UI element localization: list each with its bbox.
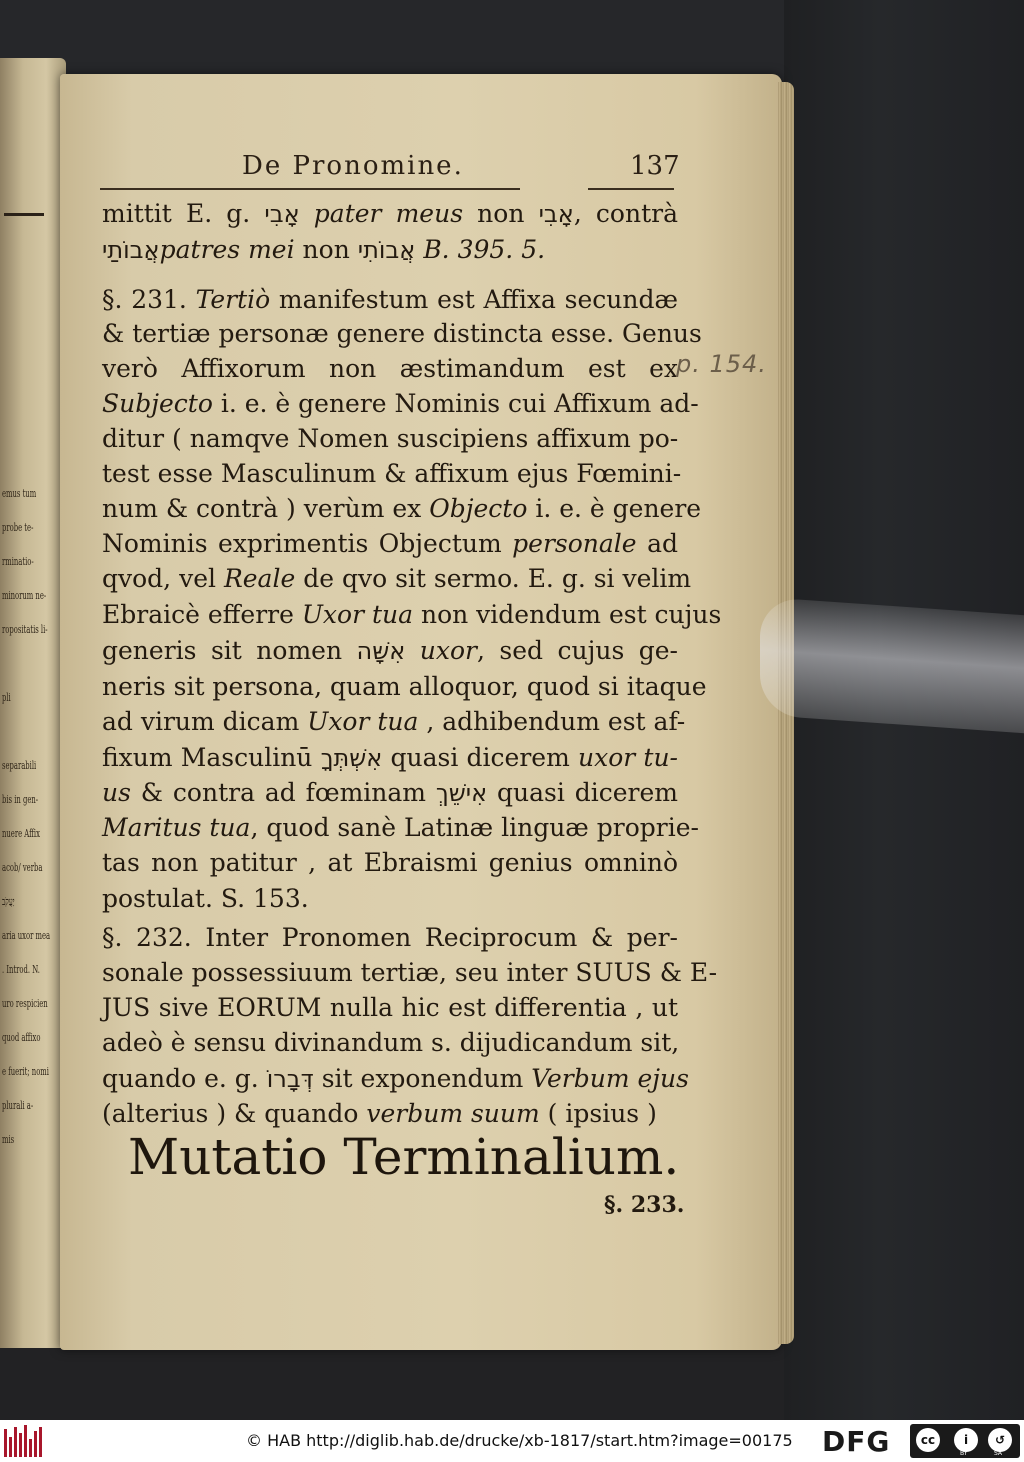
- text-line: [102, 527, 678, 561]
- text-line: [102, 991, 678, 1025]
- text-line: [102, 598, 722, 632]
- catchword: §. 233.: [604, 1192, 685, 1218]
- cc-license-badge[interactable]: [910, 1424, 1020, 1458]
- roman-text: postulat. S. 153.: [102, 884, 309, 913]
- roman-text: ( ipsius ): [539, 1099, 657, 1128]
- header-rule: [100, 188, 520, 190]
- italic-text: Verbum ejus: [531, 1064, 689, 1093]
- roman-text: [405, 636, 419, 665]
- roman-text: & contra ad fœminam: [130, 778, 436, 807]
- previous-page-fragment: separabili: [2, 759, 37, 772]
- roman-text: Ebraicè efferre: [102, 600, 302, 629]
- text-line: [102, 1097, 678, 1131]
- italic-text: patres mei: [159, 235, 295, 264]
- hebrew-word: אָבִי: [264, 200, 300, 228]
- italic-text: uxor tu-: [578, 743, 678, 772]
- roman-text: quasi dicerem: [382, 743, 578, 772]
- roman-text: manifestum est Affixa secundæ: [270, 285, 678, 314]
- text-line: [102, 634, 678, 668]
- margin-annotation: p. 154.: [676, 350, 767, 378]
- text-line: [102, 776, 678, 810]
- text-line: [102, 1062, 689, 1096]
- roman-text: de qvo sit sermo. E. g. si velim: [295, 564, 692, 593]
- roman-text: ad: [636, 529, 678, 558]
- roman-text: non: [294, 235, 358, 264]
- copyright-link[interactable]: © HAB http://diglib.hab.de/drucke/xb-1817/start.htm?image=00175: [246, 1431, 793, 1450]
- italic-text: Reale: [223, 564, 296, 593]
- roman-text: , adhibendum est af-: [418, 707, 686, 736]
- text-line: [102, 811, 699, 845]
- hebrew-word: אָבִי: [538, 200, 574, 228]
- roman-text: §. 232. Inter Pronomen Reciprocum & per-: [102, 923, 678, 952]
- text-line: [102, 846, 678, 880]
- previous-page-fragment: . Introd. N.: [2, 963, 40, 976]
- roman-text: & tertiæ personæ genere distincta esse. Genus: [102, 319, 702, 348]
- cc-icon: cc: [916, 1428, 940, 1452]
- roman-text: [300, 199, 314, 228]
- roman-text: fixum Masculinū: [102, 743, 321, 772]
- text-line: [102, 956, 718, 990]
- italic-text: uxor: [419, 636, 477, 665]
- hebrew-word: דְּבָרוֹ: [266, 1065, 314, 1093]
- running-head: De Pronomine.: [242, 151, 464, 181]
- by-label: BY: [960, 1450, 968, 1457]
- dfg-logo[interactable]: DFG: [822, 1425, 891, 1458]
- roman-text: generis sit nomen: [102, 636, 357, 665]
- previous-page-fragment: nuere Affix: [2, 827, 40, 840]
- roman-text: §. 231.: [102, 285, 196, 314]
- italic-text: personale: [512, 529, 637, 558]
- roman-text: adeò è sensu divinandum s. dijudicandum sit,: [102, 1028, 680, 1057]
- roman-text: test esse Masculinum & affixum ejus Fœmini-: [102, 459, 682, 488]
- roman-text: (alterius ) & quando: [102, 1099, 367, 1128]
- text-line: [102, 921, 678, 955]
- previous-page-fragment: ropositatis li-: [2, 623, 48, 636]
- previous-page-fragment: pli: [2, 691, 11, 704]
- text-line: [102, 233, 678, 267]
- text-line: [102, 422, 678, 456]
- page-number: 137: [630, 151, 680, 181]
- roman-text: , quod sanè Latinæ linguæ proprie-: [250, 813, 699, 842]
- italic-text: Uxor tua: [307, 707, 419, 736]
- hebrew-word: אִשְׁתְּךָ: [320, 744, 383, 772]
- previous-page-fragment: uro respicien: [2, 997, 48, 1010]
- roman-text: Nominis exprimentis Objectum: [102, 529, 513, 558]
- roman-text: ditur ( namqve Nomen suscipiens affixum po-: [102, 424, 679, 453]
- text-line: [102, 670, 707, 704]
- roman-text: i. e. è genere Nominis cui Affixum ad-: [212, 389, 699, 418]
- text-line: [102, 705, 686, 739]
- previous-page-edge: [0, 58, 66, 1348]
- roman-text: non: [463, 199, 539, 228]
- roman-text: num & contrà ) verùm ex: [102, 494, 430, 523]
- roman-text: sonale possessiuum tertiæ, seu inter SUUS & E-: [102, 958, 718, 987]
- roman-text: mittit E. g.: [102, 199, 265, 228]
- text-line: [102, 317, 702, 351]
- italic-text: Uxor tua: [301, 600, 414, 629]
- sa-label: SA: [994, 1450, 1003, 1457]
- italic-text: Objecto: [429, 494, 528, 523]
- attribution-icon: i: [954, 1428, 978, 1452]
- text-line: [102, 387, 699, 421]
- roman-text: , contrà: [573, 199, 678, 228]
- previous-page-fragment: probe te-: [2, 521, 34, 534]
- italic-text: verbum suum: [366, 1099, 540, 1128]
- header-rule: [588, 188, 674, 190]
- roman-text: ad virum dicam: [102, 707, 308, 736]
- roman-text: JUS sive EORUM nulla hic est differentia , ut: [102, 993, 678, 1022]
- previous-page-fragment: יַעֲקֹב: [2, 895, 15, 908]
- roman-text: qvod, vel: [102, 564, 224, 593]
- italic-text: pater meus: [313, 199, 464, 228]
- roman-text: verò Affixorum non æstimandum est ex: [102, 354, 678, 383]
- previous-page-fragment: e fuerit; nomi: [2, 1065, 49, 1078]
- roman-text: quasi dicerem: [487, 778, 678, 807]
- section-heading: Mutatio Terminalium.: [128, 1128, 680, 1186]
- text-line: [102, 492, 702, 526]
- hebrew-word: אִישֵׁךְ: [435, 779, 488, 807]
- text-line: [102, 562, 692, 596]
- text-line: [102, 352, 678, 386]
- hab-logo[interactable]: [4, 1425, 44, 1457]
- roman-text: tas non patitur , at Ebraismi genius omninò: [102, 848, 678, 877]
- hebrew-word: אֲבוֹתַי: [102, 236, 160, 264]
- roman-text: i. e. è genere: [527, 494, 702, 523]
- previous-page-fragment: acob/ verba: [2, 861, 43, 874]
- text-line: [102, 882, 678, 916]
- italic-text: us: [102, 778, 131, 807]
- roman-text: neris sit persona, quam alloquor, quod si itaque: [102, 672, 707, 701]
- roman-text: , sed cujus ge-: [476, 636, 678, 665]
- italic-text: Subjecto: [102, 389, 213, 418]
- italic-text: Maritus tua: [102, 813, 251, 842]
- text-line: [102, 283, 678, 317]
- previous-page-fragment: quod affixo: [2, 1031, 41, 1044]
- text-line: [102, 1026, 678, 1060]
- previous-page-fragment: plurali a-: [2, 1099, 34, 1112]
- italic-text: Tertiò: [195, 285, 271, 314]
- previous-page-fragment: mis: [2, 1133, 15, 1146]
- viewer-footer: [0, 1420, 1024, 1462]
- italic-text: B. 395. 5.: [423, 235, 546, 264]
- roman-text: non videndum est cujus: [413, 600, 722, 629]
- hebrew-word: אִשָּׁה: [356, 637, 406, 665]
- text-line: [102, 197, 678, 231]
- roman-text: sit exponendum: [313, 1064, 532, 1093]
- text-line: [102, 457, 682, 491]
- hebrew-word: אֲבוֹתִי: [357, 236, 416, 264]
- previous-page-fragment: bis in gen-: [2, 793, 39, 806]
- roman-text: quando e. g.: [102, 1064, 267, 1093]
- previous-page-fragment: aria uxor mea: [2, 929, 51, 942]
- page-holder-strip: [760, 597, 1024, 733]
- previous-page-rule: [4, 213, 44, 216]
- previous-page-fragment: minorum ne-: [2, 589, 47, 602]
- previous-page-fragment: emus tum: [2, 487, 37, 500]
- previous-page-fragment: rminatio-: [2, 555, 34, 568]
- share-alike-icon: ↺: [988, 1428, 1012, 1452]
- text-line: [102, 741, 678, 775]
